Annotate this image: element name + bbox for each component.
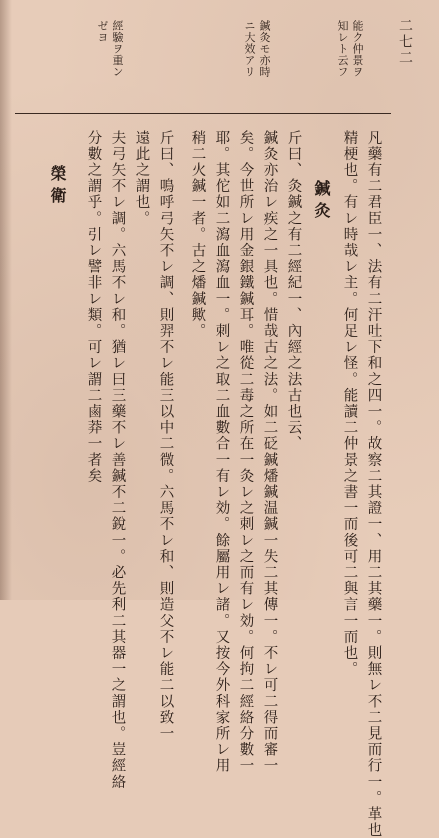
text-line: 鍼灸亦治レ疾之一具也。惜哉古之法。如二砭鍼燔鍼温鍼一失二其傳一。不レ可二得而審一 [261, 130, 278, 774]
text-line: 矣。今世所レ用金銀鐵鍼耳。唯從二毒之所在一灸レ之刺レ之而有レ効。何拘二經絡分數一 [237, 130, 254, 774]
text-line: 夫弓矢不レ調。六馬不レ和。猶レ曰三藥不レ善鍼不二銳一。必先利二其器一之謂也。豈經絡 [109, 130, 126, 791]
headnote-line: 知レト云フ [336, 20, 349, 78]
text-line: 耶。其佗如二瀉血瀉血一。刺レ之取二血數合一有レ効。餘屬用レ諸。又按今外科家所レ用 [213, 130, 230, 774]
headnote-line: ゼヨ [96, 20, 109, 43]
text-line: 稍二火鍼一者。古之燔鍼歟。 [189, 130, 206, 340]
text-line: 凡藥有二君臣一、法有二汗吐下和之四一。故察二其證一、用二其藥一。則無レ不二見而行一。革也 [365, 130, 382, 838]
text-line: 遠此之謂也。 [133, 130, 150, 227]
headnote-line: 經驗ヲ重ン [111, 20, 124, 78]
section-heading: 鍼灸 [312, 180, 331, 224]
text-line: 斤曰、灸鍼之有二經紀一、內經之法古也云、 [285, 130, 302, 452]
headnote-line: ニ大效アリ [243, 20, 256, 78]
section-heading: 榮衛 [48, 165, 67, 209]
header-rule [15, 113, 391, 114]
text-line: 分數之謂乎。引レ譬非レ類。可レ謂二鹵莽一者矣 [85, 130, 102, 485]
text-line: 精梗也。有レ時哉レ主。何足レ怪。能讀二仲景之書一而後可二與言一而也。 [341, 130, 358, 678]
headnote-line: 能ク仲景ヲ [351, 20, 364, 78]
page-number: 二七二 [397, 18, 413, 66]
page-binding-shadow [0, 0, 12, 600]
headnote-line: 鍼灸モ亦時 [258, 20, 271, 78]
text-line: 斤曰、鳴呼弓矢不レ調、則羿不レ能三以中二微。六馬不レ和、則造父不レ能二以致一 [157, 130, 174, 742]
